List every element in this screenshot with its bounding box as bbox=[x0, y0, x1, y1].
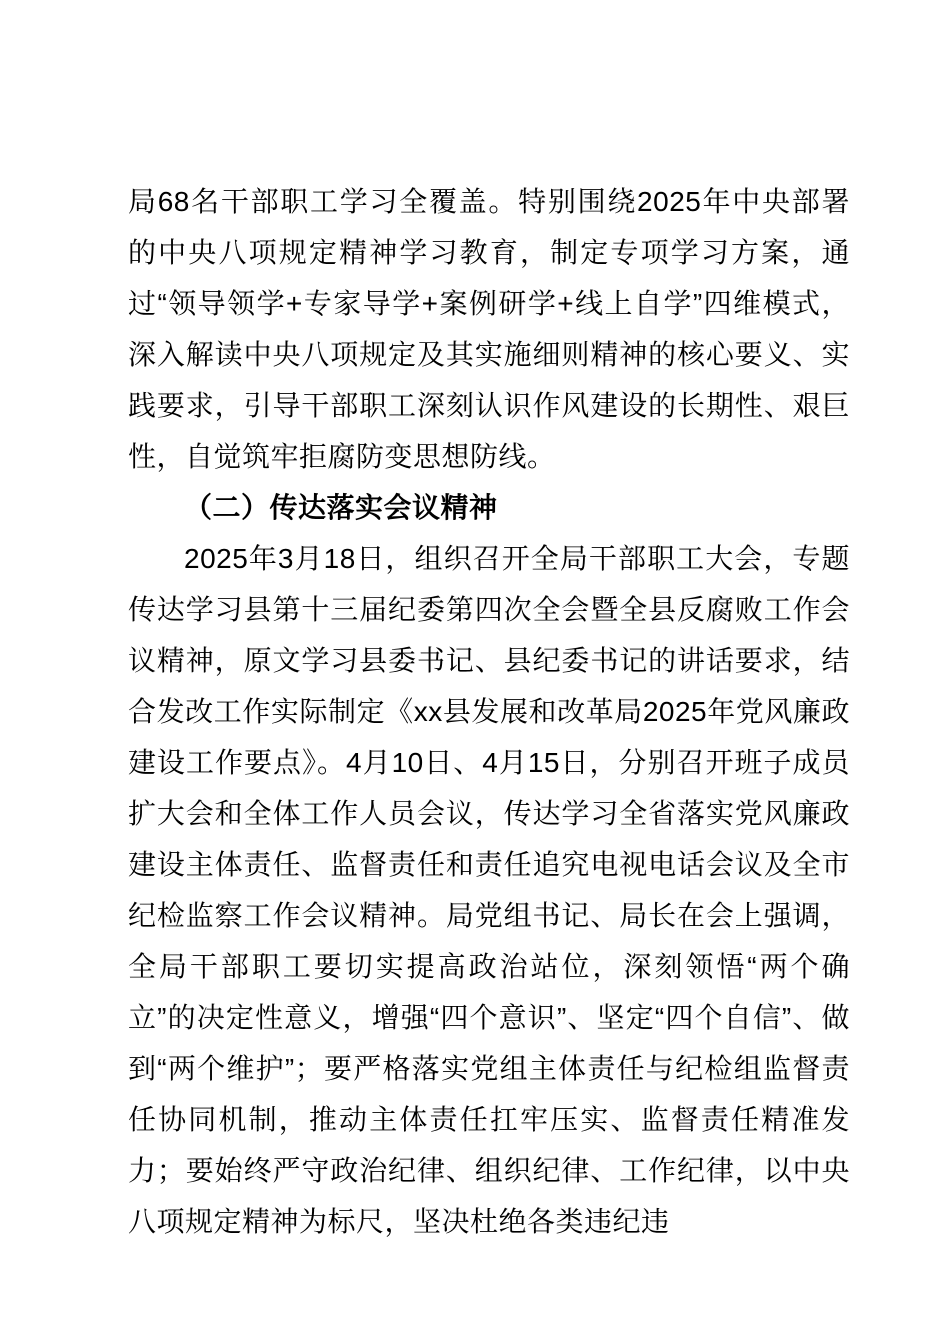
paragraph-body: 2025年3月18日，组织召开全局干部职工大会，专题传达学习县第十三届纪委第四次全会暨全县反腐败工作会议精神，原文学习县委书记、县纪委书记的讲话要求，结合发改工作实际制定《xx县发展和改革局2025年党风廉政建设工作要点》。4月10日、4月15日，分别召开班子成员扩大会和全体工作人员会议，传达学习全省落实党风廉政建设主体责任、监督责任和责任追究电视电话会议及全市纪检监察工作会议精神。局党组书记、局长在会上强调，全局干部职工要切实提高政治站位，深刻领悟“两个确立”的决定性意义，增强“四个意识”、坚定“四个自信”、做到“两个维护”；要严格落实党组主体责任与纪检组监督责任协同机制，推动主体责任扛牢压实、监督责任精准发力；要始终严守政治纪律、组织纪律、工作纪律，以中央八项规定精神为标尺，坚决杜绝各类违纪违 bbox=[128, 543, 850, 1237]
paragraph-continuation: 局68名干部职工学习全覆盖。特别围绕2025年中央部署的中央八项规定精神学习教育，制定专项学习方案，通过“领导领学+专家导学+案例研学+线上自学”四维模式，深入解读中央八项规定及其实施细则精神的核心要义、实践要求，引导干部职工深刻认识作风建设的长期性、艰巨性，自觉筑牢拒腐防变思想防线。 bbox=[128, 186, 850, 472]
section-heading: （二）传达落实会议精神 bbox=[184, 492, 498, 523]
